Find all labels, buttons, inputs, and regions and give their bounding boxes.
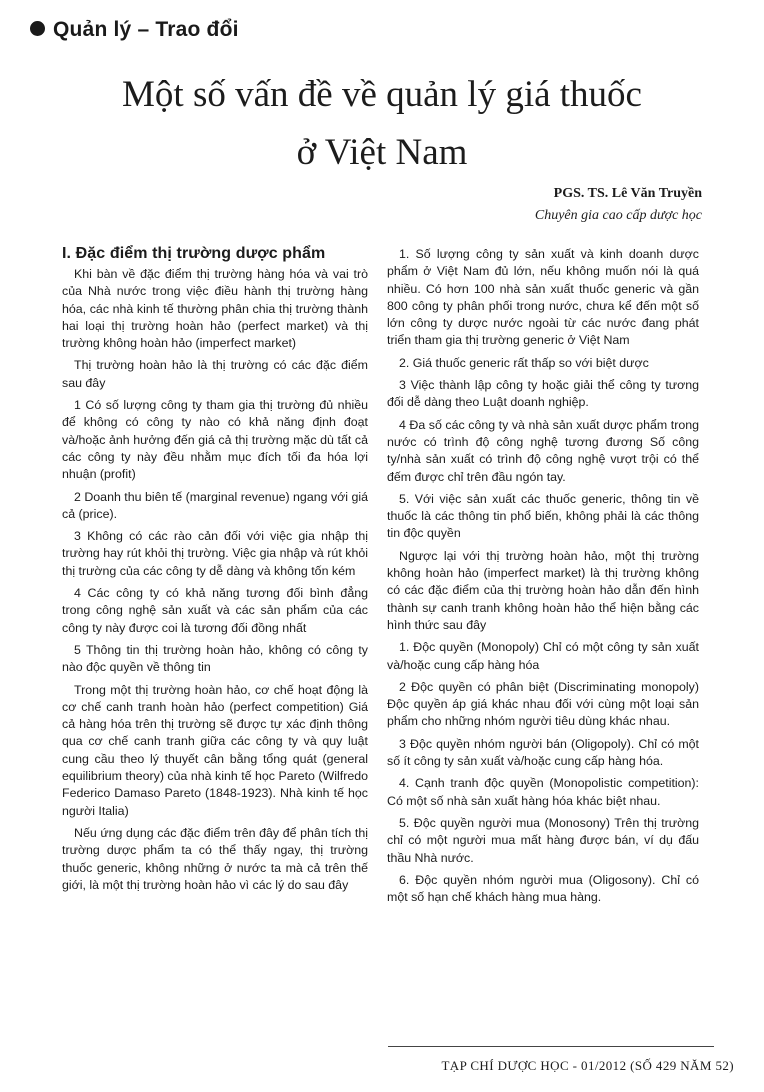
paragraph: 1. Số lượng công ty sản xuất và kinh doanh dược phẩm ở Việt Nam đủ lớn, nếu không muốn nói là quá nhiều. Có hơn 100 nhà sản xuất thuốc generic và gần 800 công ty phân phối trong nước, chưa kể đến một số lớn công ty dược nước ngoài từ các nước đang phát triển tham gia thị trường generic ở Việt Nam xyxy=(387,247,699,348)
paragraph: 4 Đa số các công ty và nhà sản xuất dược phẩm trong nước có trình độ công nghệ tương đương Số công ty/nhà sản xuất có trình độ công nghệ vượt trội có thể đếm được chỉ trên đầu ngón tay. xyxy=(387,417,699,484)
paragraph: Trong một thị trường hoàn hảo, cơ chế hoạt động là cơ chế canh tranh hoàn hảo (perfect competition) Giá cả hàng hóa trên thị trường sẽ được tự xác định thông qua cơ chế canh tranh giữa các công ty và quy luật cung cầu theo lý thuyết cân bằng tổng quát (general equilibrium theory) của nhà kinh tế học Pareto (Wilfredo Federico Damaso Pareto (1848-1923). Nhà kinh tế học người Italia) xyxy=(62,682,368,818)
footer-divider xyxy=(388,1046,714,1047)
author-role: Chuyên gia cao cấp dược học xyxy=(534,208,702,223)
paragraph: 5 Thông tin thị trường hoàn hảo, không có công ty nào độc quyền về thông tin xyxy=(62,642,368,675)
paragraph: 4. Cạnh tranh độc quyền (Monopolistic competition): Có một số nhà sản xuất hàng hóa khác biệt nhau. xyxy=(387,776,699,808)
author-block xyxy=(535,183,702,227)
paragraph: 4 Các công ty có khả năng tương đối bình đẳng trong công nghệ sản xuất và các sản phẩm của các công ty này được coi là tương đối đồng nhất xyxy=(62,586,368,635)
section-tag xyxy=(30,18,239,42)
title-line-2: ở Việt Nam xyxy=(296,132,468,173)
paragraph: 1 Có số lượng công ty tham gia thị trường đủ nhiều để không có công ty nào có khả năng định đoạt và/hoặc ảnh hưởng đến giá cả thị trường mặc dù tất cả các công ty này đều nhằm mục đích tối đa hóa lợi nhuận (profit) xyxy=(62,398,368,482)
paragraph: 2 Doanh thu biên tế (marginal revenue) ngang với giá cả (price). xyxy=(62,489,368,521)
paragraph: 6. Độc quyền nhóm người mua (Oligosony). Chỉ có một số hạn chế khách hàng mua hàng. xyxy=(387,872,699,905)
paragraph: 3 Việc thành lập công ty hoặc giải thể công ty tương đối dễ dàng theo Luật doanh nghiệp. xyxy=(387,378,699,410)
paragraph: 5. Với việc sản xuất các thuốc generic, thông tin về thuốc là các thông tin phổ biến, không phải là các thông tin độc quyền xyxy=(387,491,699,541)
paragraph: 1. Độc quyền (Monopoly) Chỉ có một công ty sản xuất và/hoặc cung cấp hàng hóa xyxy=(387,640,699,672)
author-name: PGS. TS. Lê Văn Truyền xyxy=(553,186,702,201)
paragraph: 2 Độc quyền có phân biệt (Discriminating monopoly) Độc quyền áp giá khác nhau đối với cùng một loại sản phẩm cho những nhóm người tiêu dùng khác nhau. xyxy=(387,679,699,729)
paragraph: Khi bàn về đặc điểm thị trường hàng hóa và vai trò của Nhà nước trong việc điều hành thị trường hàng hóa, các nhà kinh tế thường phân chia thị trường thành hai loại thị trường hoàn hảo (perfect market) và thị trường không hoàn hảo (imperfect market) xyxy=(62,267,368,351)
bullet-icon xyxy=(30,21,45,36)
section-label: Quản lý – Trao đổi xyxy=(53,18,239,41)
paragraph: 5. Độc quyền người mua (Monosony) Trên thị trường chỉ có một người mua mất hàng được bán, ví dụ đấu thầu Nhà nước. xyxy=(387,815,699,865)
paragraph: Nếu ứng dụng các đặc điểm trên đây để phân tích thị trường dược phẩm ta có thể thấy ngay, thị trường thuốc generic, không những ở nước ta mà cả trên thế giới, là một thị trường hoàn hảo vì các lý do sau đây xyxy=(62,825,368,892)
left-column xyxy=(62,244,368,899)
title-line-1: Một số vấn đề về quản lý giá thuốc xyxy=(122,74,642,115)
section-heading: I. Đặc điểm thị trường dược phẩm xyxy=(62,245,326,262)
paragraph: Thị trường hoàn hảo là thị trường có các đặc điểm sau đây xyxy=(62,358,368,390)
journal-footer: TẠP CHÍ DƯỢC HỌC - 01/2012 (SỐ 429 NĂM 52) xyxy=(441,1058,734,1073)
right-column xyxy=(387,246,699,911)
paragraph: 3 Không có các rào cản đối với việc gia nhập thị trường hay rút khỏi thị trường. Việc gia nhập và rút khỏi thị trường của các công ty dễ dàng và không tốn kém xyxy=(62,529,368,578)
paragraph: 2. Giá thuốc generic rất thấp so với biệt dược xyxy=(399,355,649,370)
paragraph: Ngược lại với thị trường hoàn hảo, một thị trường không hoàn hảo (imperfect market) là thị trường không có các đặc điểm của thị trường hoàn hảo dẫn đến hình thành sự canh tranh không hoàn hảo thể hiện bằng các hình thức sau đây xyxy=(387,548,699,632)
paragraph: 3 Độc quyền nhóm người bán (Oligopoly). Chỉ có một số ít công ty sản xuất và/hoặc cung cấp hàng hóa. xyxy=(387,736,699,769)
article-title xyxy=(60,66,704,182)
